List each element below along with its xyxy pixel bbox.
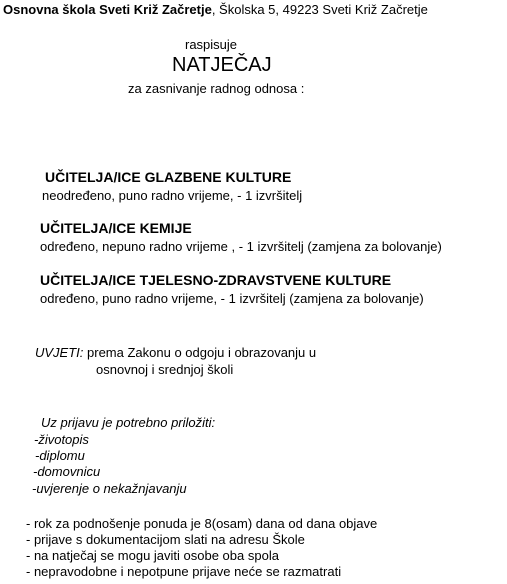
header-comma: , xyxy=(211,2,220,17)
attachment-item: -životopis xyxy=(34,432,89,447)
position-title-music: UČITELJA/ICE GLAZBENE KULTURE xyxy=(45,169,292,185)
note-item: - na natječaj se mogu javiti osobe oba spola xyxy=(26,548,279,563)
position-detail-pe: određeno, puno radno vrijeme, - 1 izvršitelj (zamjena za bolovanje) xyxy=(40,291,424,306)
conditions-label: UVJETI: xyxy=(35,345,84,360)
note-item: - rok za podnošenje ponuda je 8(osam) dana od dana objave xyxy=(26,516,378,531)
raspisuje-text: raspisuje xyxy=(185,37,238,52)
page-title: NATJEČAJ xyxy=(172,54,272,76)
school-header xyxy=(3,3,428,16)
attachment-item: -domovnicu xyxy=(33,464,101,479)
conditions-text: prema Zakonu o odgoju i obrazovanju u xyxy=(83,345,317,360)
conditions-line2: osnovnoj i srednjoj školi xyxy=(96,362,234,377)
position-detail-music: neodređeno, puno radno vrijeme, - 1 izvršitelj xyxy=(42,188,303,203)
note-item: - prijave s dokumentacijom slati na adresu Škole xyxy=(26,532,305,547)
page-subtitle: za zasnivanje radnog odnosa : xyxy=(128,81,305,96)
note-item: - nepravodobne i nepotpune prijave neće se razmatrati xyxy=(26,564,342,579)
position-detail-chemistry: određeno, nepuno radno vrijeme , - 1 izvršitelj (zamjena za bolovanje) xyxy=(40,239,442,254)
conditions-line1 xyxy=(35,346,316,359)
attachment-item: -diplomu xyxy=(35,448,85,463)
school-address: Školska 5, 49223 Sveti Križ Začretje xyxy=(219,2,428,17)
attachments-heading: Uz prijavu je potrebno priložiti: xyxy=(41,415,216,430)
school-name: Osnovna škola Sveti Križ Začretje xyxy=(3,2,212,17)
position-title-chemistry: UČITELJA/ICE KEMIJE xyxy=(40,220,192,236)
position-title-pe: UČITELJA/ICE TJELESNO-ZDRAVSTVENE KULTURE xyxy=(40,272,392,288)
attachment-item: -uvjerenje o nekažnjavanju xyxy=(32,481,187,496)
